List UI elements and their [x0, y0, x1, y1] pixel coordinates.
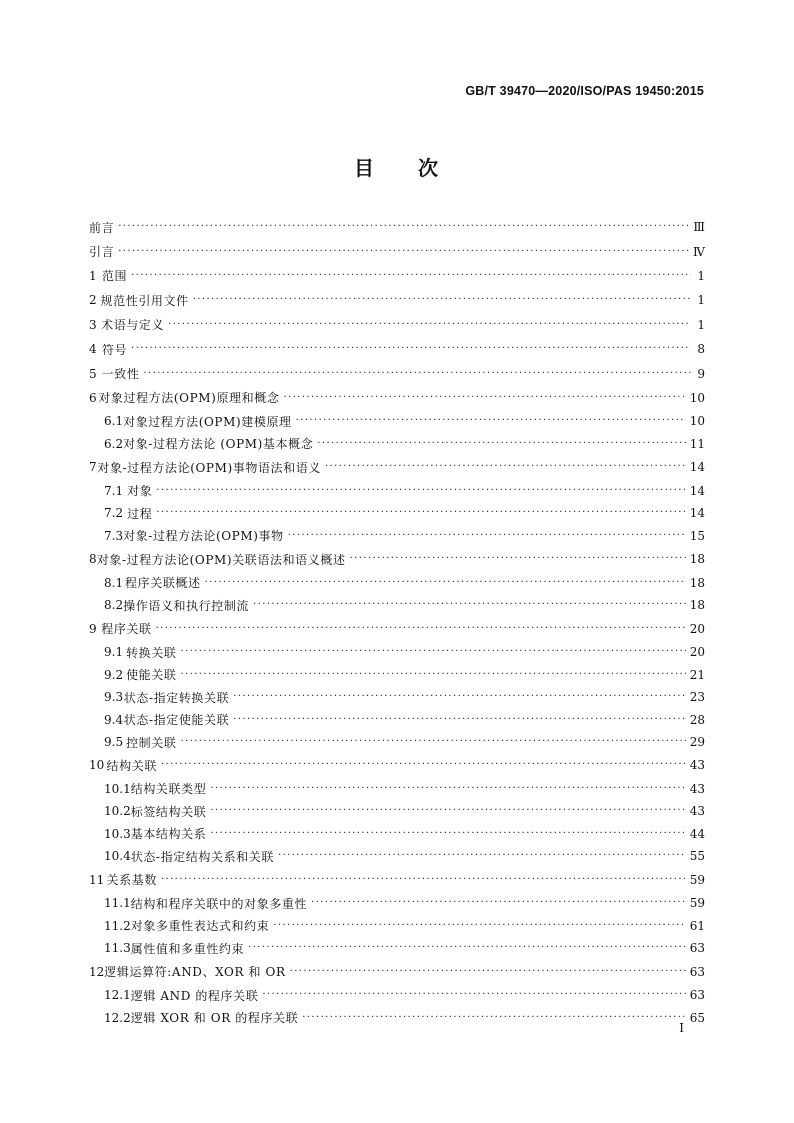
- toc-entry-page: 43: [689, 781, 705, 796]
- toc-entry[interactable]: [89, 455, 705, 479]
- toc-leader-dots: [273, 921, 685, 931]
- toc-entry[interactable]: [89, 571, 705, 594]
- toc-leader-dots: [296, 416, 686, 426]
- toc-leader-dots: [278, 851, 686, 861]
- toc-entry-label: 对象-过程方法论(OPM)关联语法和语义概述: [96, 552, 346, 567]
- toc-leader-dots: [210, 784, 685, 794]
- toc-entry-number: 6: [89, 390, 97, 405]
- toc-leader-dots: [131, 271, 691, 281]
- toc-entry[interactable]: [89, 915, 705, 938]
- toc-entry-number: 11.3: [104, 941, 131, 956]
- toc-leader-dots: [180, 737, 685, 747]
- toc-entry-page: 15: [689, 528, 705, 543]
- toc-entry[interactable]: [89, 433, 705, 456]
- toc-leader-dots: [118, 247, 689, 257]
- standard-code-header: GB/T 39470—2020/ISO/PAS 19450:2015: [465, 84, 704, 98]
- toc-entry-page: 20: [689, 621, 705, 636]
- toc-entry-page: 29: [689, 735, 705, 750]
- toc-leader-dots: [210, 806, 685, 816]
- toc-entry[interactable]: [89, 616, 705, 640]
- toc-entry-number: 6.1: [104, 414, 124, 429]
- toc-entry-number: 9.1: [104, 645, 124, 660]
- toc-entry[interactable]: [89, 686, 705, 709]
- toc-entry-label: 前言: [89, 220, 115, 235]
- toc-entry-page: 11: [689, 436, 705, 451]
- toc-entry-page: 43: [689, 804, 705, 819]
- toc-entry-page: 63: [689, 988, 705, 1003]
- toc-entry-number: 11: [89, 872, 105, 887]
- toc-entry-page: 14: [689, 483, 705, 498]
- toc-entry-label: 使能关联: [126, 668, 177, 683]
- toc-entry-page: 59: [689, 872, 705, 887]
- toc-entry-page: 10: [689, 390, 705, 405]
- toc-entry-label: 操作语义和执行控制流: [123, 598, 250, 613]
- toc-entry-number: 10.2: [104, 804, 131, 819]
- toc-entry-label: 一致性: [101, 367, 140, 382]
- toc-entry-label: 转换关联: [126, 645, 177, 660]
- toc-entry[interactable]: [89, 215, 705, 239]
- toc-leader-dots: [118, 222, 689, 232]
- toc-entry-number: 4: [89, 342, 97, 357]
- toc-entry-label: 逻辑运算符:AND、XOR 和 OR: [104, 965, 286, 980]
- toc-entry-label: 过程: [127, 506, 153, 521]
- toc-entry[interactable]: [89, 361, 705, 385]
- toc-entry[interactable]: [89, 410, 705, 433]
- toc-entry-page: 65: [689, 1010, 705, 1025]
- toc-leader-dots: [156, 508, 685, 518]
- toc-entry-page: 28: [689, 712, 705, 727]
- toc-entry-page: Ⅲ: [693, 220, 705, 235]
- toc-entry-number: 10.4: [104, 849, 131, 864]
- toc-entry[interactable]: [89, 525, 705, 548]
- toc-entry-label: 术语与定义: [101, 318, 165, 333]
- toc-entry[interactable]: [89, 708, 705, 731]
- toc-entry[interactable]: [89, 984, 705, 1007]
- toc-leader-dots: [161, 760, 686, 770]
- toc-entry-label: 范围: [101, 269, 128, 284]
- toc-leader-dots: [143, 369, 691, 379]
- toc-leader-dots: [262, 990, 685, 1000]
- toc-entry-number: 12: [89, 964, 105, 979]
- toc-entry-number: 10.3: [104, 826, 131, 841]
- toc-entry-label: 状态-指定转换关联: [123, 690, 230, 705]
- toc-entry-label: 对象过程方法(OPM)原理和概念: [98, 391, 280, 406]
- toc-entry-page: Ⅳ: [693, 244, 705, 259]
- toc-entry-page: 1: [697, 268, 705, 283]
- toc-leader-dots: [156, 486, 685, 496]
- toc-entry-label: 对象多重性表达式和约束: [130, 919, 270, 934]
- toc-entry-label: 程序关联概述: [125, 576, 201, 591]
- toc-entry-number: 1: [89, 268, 97, 283]
- toc-entry-number: 9: [89, 621, 97, 636]
- toc-entry-number: 11.1: [104, 896, 131, 911]
- toc-entry[interactable]: [89, 641, 705, 664]
- toc-entry-number: 9.5: [104, 735, 124, 750]
- toc-entry-number: 8.1: [104, 575, 124, 590]
- toc-entry[interactable]: [89, 288, 705, 312]
- toc-entry-label: 属性值和多重性约束: [130, 941, 245, 956]
- toc-entry-number: 7.2: [104, 506, 124, 521]
- toc-entry[interactable]: [89, 845, 705, 868]
- toc-leader-dots: [248, 943, 686, 953]
- toc-entry-label: 基本结构关系: [130, 827, 207, 842]
- toc-entry-label: 结构关联类型: [130, 782, 207, 797]
- toc-entry-label: 逻辑 XOR 和 OR 的程序关联: [130, 1011, 299, 1026]
- toc-entry-label: 结构和程序关联中的对象多重性: [130, 896, 308, 911]
- toc-entry[interactable]: [89, 1006, 705, 1029]
- toc-entry-label: 控制关联: [126, 735, 177, 750]
- toc-entry[interactable]: [89, 960, 705, 984]
- toc-entry[interactable]: [89, 313, 705, 337]
- toc-entry-page: 18: [689, 575, 705, 590]
- toc-entry-label: 状态-指定结构关系和关联: [130, 849, 274, 864]
- toc-leader-dots: [193, 295, 691, 305]
- toc-leader-dots: [253, 600, 686, 610]
- toc-entry-label: 程序关联: [101, 622, 152, 637]
- toc-entry[interactable]: [89, 937, 705, 960]
- toc-entry-label: 标签结构关联: [130, 804, 207, 819]
- toc-entry[interactable]: [89, 731, 705, 754]
- toc-entry-page: 23: [689, 690, 705, 705]
- toc-entry-number: 3: [89, 317, 97, 332]
- title-part-1: 目: [354, 156, 376, 180]
- toc-entry[interactable]: [89, 386, 705, 410]
- toc-entry-number: 10: [89, 758, 105, 773]
- toc-entry-page: 14: [689, 506, 705, 521]
- page-title: [0, 152, 794, 181]
- toc-leader-dots: [302, 1013, 685, 1023]
- toc-leader-dots: [131, 344, 691, 354]
- toc-leader-dots: [180, 670, 685, 680]
- toc-entry[interactable]: [89, 264, 705, 288]
- toc-leader-dots: [233, 692, 685, 702]
- toc-entry[interactable]: [89, 239, 705, 263]
- toc-entry-number: 7.3: [104, 528, 124, 543]
- toc-entry-label: 符号: [101, 342, 128, 357]
- toc-leader-dots: [156, 624, 686, 634]
- toc-entry[interactable]: [89, 868, 705, 892]
- table-of-contents: [89, 215, 705, 1029]
- toc-entry[interactable]: [89, 337, 705, 361]
- toc-entry-label: 状态-指定使能关联: [123, 713, 230, 728]
- toc-entry[interactable]: [89, 547, 705, 571]
- toc-entry-number: 7: [89, 460, 97, 475]
- toc-leader-dots: [205, 578, 686, 588]
- toc-entry-number: 5: [89, 366, 97, 381]
- toc-entry-page: 10: [689, 414, 705, 429]
- toc-leader-dots: [325, 462, 686, 472]
- toc-entry-page: 43: [689, 758, 705, 773]
- page-folio: I: [679, 1021, 684, 1035]
- toc-entry-number: 7.1: [104, 483, 124, 498]
- toc-entry-label: 对象: [127, 484, 153, 499]
- toc-entry-page: 9: [697, 366, 705, 381]
- toc-entry-number: 10.1: [104, 781, 131, 796]
- toc-entry-number: 11.2: [104, 918, 131, 933]
- toc-entry-label: 对象-过程方法论(OPM)事物语法和语义: [97, 460, 321, 475]
- toc-entry-page: 21: [689, 667, 705, 682]
- toc-entry-page: 1: [697, 293, 705, 308]
- toc-leader-dots: [311, 898, 686, 908]
- toc-entry-number: 9.4: [104, 712, 124, 727]
- toc-entry-label: 逻辑 AND 的程序关联: [130, 988, 259, 1003]
- toc-leader-dots: [317, 439, 685, 449]
- toc-entry[interactable]: [89, 778, 705, 801]
- toc-entry-number: 12.1: [104, 988, 131, 1003]
- toc-entry-label: 规范性引用文件: [100, 293, 189, 308]
- toc-entry[interactable]: [89, 594, 705, 617]
- toc-leader-dots: [233, 715, 685, 725]
- toc-leader-dots: [283, 393, 685, 403]
- title-part-2: 次: [418, 156, 440, 180]
- toc-entry[interactable]: [89, 663, 705, 686]
- toc-entry-page: 8: [697, 342, 705, 357]
- toc-entry-label: 引言: [89, 245, 115, 260]
- toc-leader-dots: [350, 554, 686, 564]
- toc-entry-label: 对象过程方法(OPM)建模原理: [123, 414, 292, 429]
- toc-entry[interactable]: [89, 480, 705, 503]
- toc-entry-page: 1: [697, 317, 705, 332]
- toc-entry-number: 9.2: [104, 667, 124, 682]
- toc-entry-label: 关系基数: [106, 873, 157, 888]
- toc-entry-page: 18: [689, 552, 705, 567]
- toc-entry-page: 14: [689, 460, 705, 475]
- toc-entry-number: 2: [89, 293, 97, 308]
- toc-entry-page: 63: [689, 941, 705, 956]
- toc-entry-label: 结构关联: [106, 758, 157, 773]
- toc-entry[interactable]: [89, 800, 705, 823]
- toc-entry[interactable]: [89, 502, 705, 525]
- toc-entry-label: 对象-过程方法论 (OPM)基本概念: [123, 437, 314, 452]
- toc-entry-label: 对象-过程方法论(OPM)事物: [123, 529, 284, 544]
- toc-leader-dots: [288, 531, 686, 541]
- toc-entry[interactable]: [89, 753, 705, 777]
- toc-entry-number: 8: [89, 552, 97, 567]
- toc-entry-page: 44: [689, 826, 705, 841]
- toc-entry-page: 63: [689, 964, 705, 979]
- toc-entry-page: 20: [689, 645, 705, 660]
- toc-entry[interactable]: [89, 892, 705, 915]
- toc-entry-page: 55: [689, 849, 705, 864]
- toc-leader-dots: [161, 875, 686, 885]
- toc-entry-page: 18: [689, 598, 705, 613]
- toc-entry-number: 12.2: [104, 1010, 131, 1025]
- toc-leader-dots: [290, 967, 686, 977]
- toc-entry-number: 6.2: [104, 436, 124, 451]
- toc-leader-dots: [168, 320, 691, 330]
- toc-leader-dots: [210, 829, 685, 839]
- toc-entry-number: 9.3: [104, 690, 124, 705]
- toc-entry-number: 8.2: [104, 598, 124, 613]
- toc-leader-dots: [180, 647, 685, 657]
- toc-entry-page: 61: [689, 918, 705, 933]
- toc-entry[interactable]: [89, 823, 705, 846]
- toc-entry-page: 59: [689, 896, 705, 911]
